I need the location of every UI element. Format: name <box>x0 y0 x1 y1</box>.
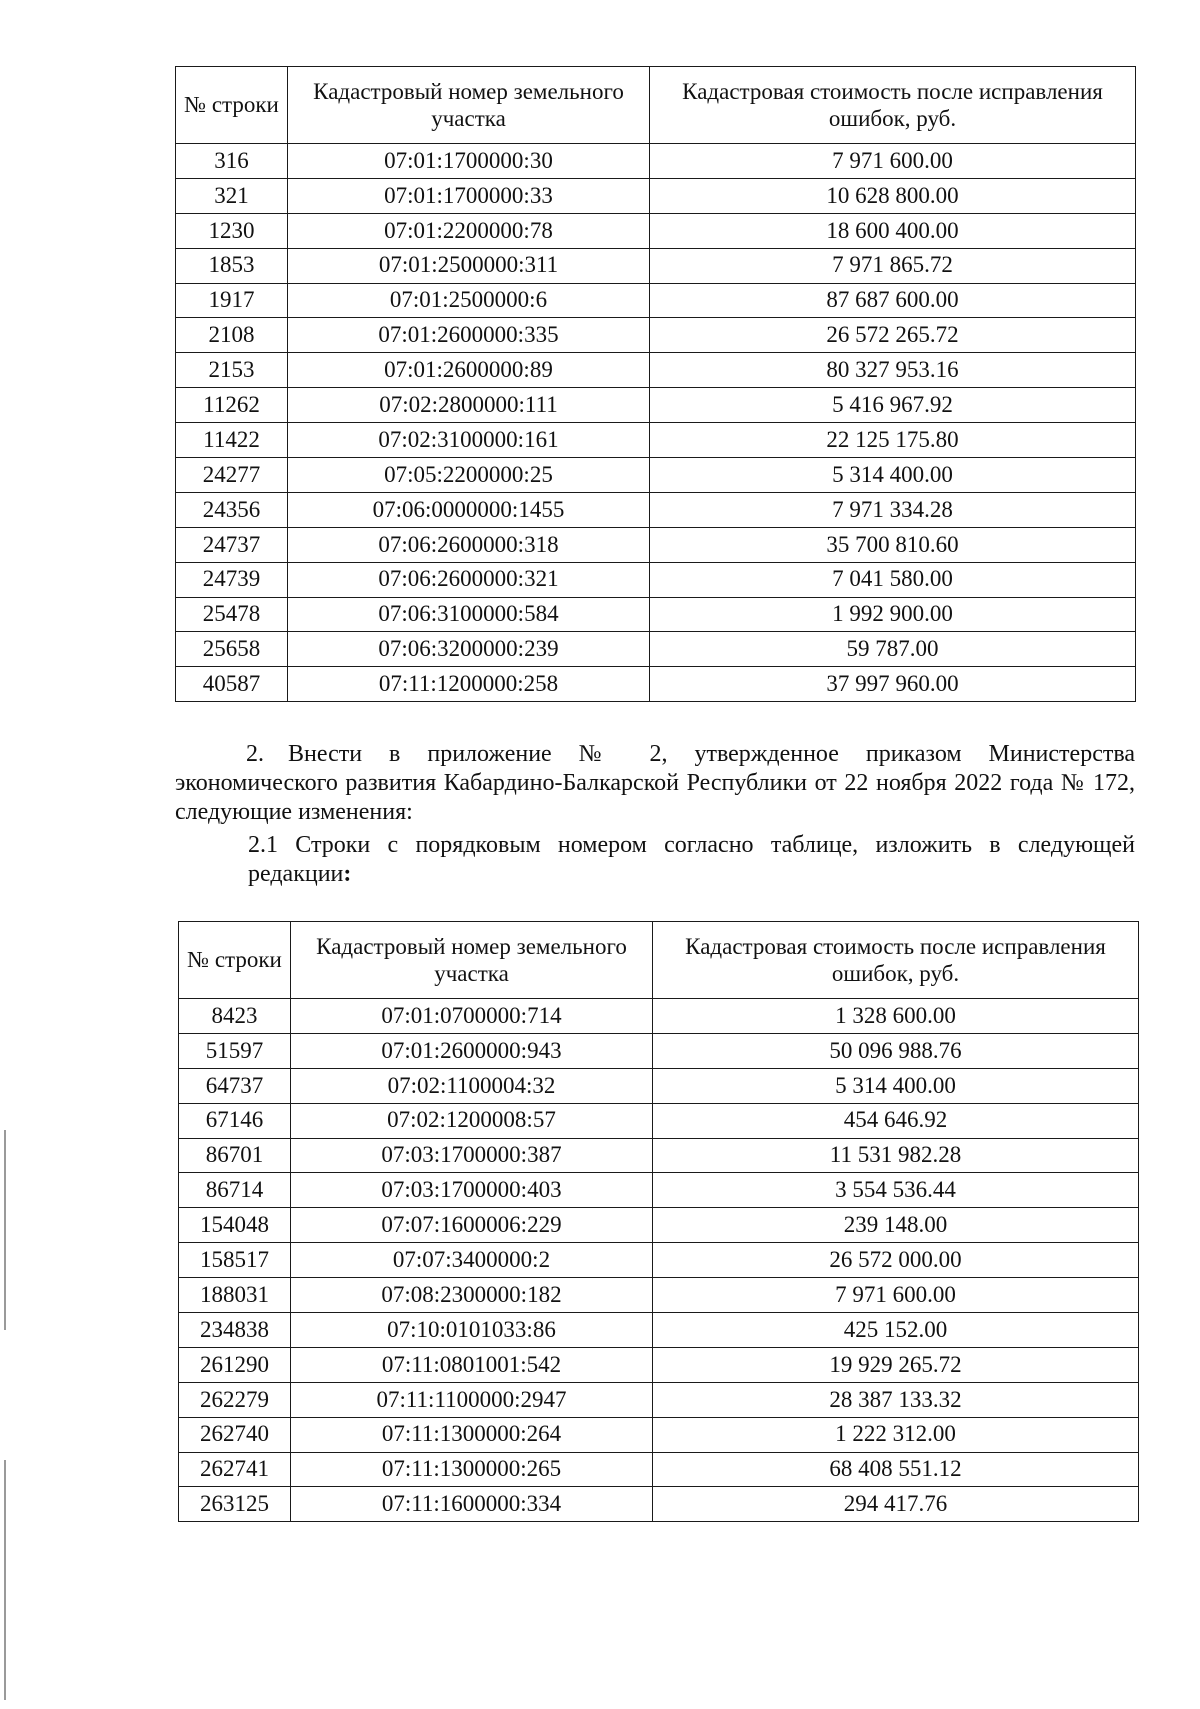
cell-row-number: 67146 <box>179 1103 291 1138</box>
table-row <box>176 248 1136 283</box>
cell-cadastral-value: 1 992 900.00 <box>650 597 1136 632</box>
cell-cadastral-value: 26 572 265.72 <box>650 318 1136 353</box>
cell-row-number: 40587 <box>176 667 288 702</box>
table-row <box>179 1033 1139 1068</box>
cell-cadastral-number: 07:06:0000000:1455 <box>288 492 650 527</box>
cell-row-number: 262741 <box>179 1452 291 1487</box>
cell-row-number: 316 <box>176 144 288 179</box>
cell-cadastral-number: 07:02:1200008:57 <box>291 1103 653 1138</box>
cell-cadastral-number: 07:06:3100000:584 <box>288 597 650 632</box>
table-row <box>179 1173 1139 1208</box>
cell-row-number: 321 <box>176 178 288 213</box>
cell-cadastral-number: 07:01:0700000:714 <box>291 999 653 1034</box>
cell-row-number: 262740 <box>179 1417 291 1452</box>
table-row <box>179 1487 1139 1522</box>
cell-cadastral-number: 07:11:1300000:264 <box>291 1417 653 1452</box>
cell-row-number: 24356 <box>176 492 288 527</box>
cell-cadastral-value: 7 971 600.00 <box>653 1278 1139 1313</box>
table-row <box>176 458 1136 493</box>
scan-edge-mark <box>4 1130 6 1330</box>
table-row <box>176 144 1136 179</box>
table-row <box>179 1278 1139 1313</box>
cell-cadastral-number: 07:01:2600000:89 <box>288 353 650 388</box>
table-row <box>176 353 1136 388</box>
table-row <box>179 1417 1139 1452</box>
cell-cadastral-value: 239 148.00 <box>653 1208 1139 1243</box>
cell-cadastral-value: 80 327 953.16 <box>650 353 1136 388</box>
cell-cadastral-number: 07:11:1600000:334 <box>291 1487 653 1522</box>
cell-row-number: 1853 <box>176 248 288 283</box>
subitem-colon: : <box>343 861 352 887</box>
cell-row-number: 11422 <box>176 423 288 458</box>
cell-cadastral-number: 07:08:2300000:182 <box>291 1278 653 1313</box>
table-header-row <box>176 67 1136 144</box>
cell-cadastral-number: 07:01:2600000:943 <box>291 1033 653 1068</box>
cell-cadastral-value: 5 416 967.92 <box>650 388 1136 423</box>
cell-cadastral-number: 07:11:1100000:2947 <box>291 1382 653 1417</box>
cell-cadastral-number: 07:10:0101033:86 <box>291 1313 653 1348</box>
cell-row-number: 24277 <box>176 458 288 493</box>
cell-cadastral-number: 07:07:3400000:2 <box>291 1243 653 1278</box>
cell-cadastral-value: 50 096 988.76 <box>653 1033 1139 1068</box>
table-row <box>179 1068 1139 1103</box>
cell-row-number: 86714 <box>179 1173 291 1208</box>
cell-cadastral-value: 5 314 400.00 <box>653 1068 1139 1103</box>
cell-cadastral-value: 3 554 536.44 <box>653 1173 1139 1208</box>
cell-cadastral-value: 28 387 133.32 <box>653 1382 1139 1417</box>
cell-row-number: 24737 <box>176 527 288 562</box>
cell-cadastral-value: 37 997 960.00 <box>650 667 1136 702</box>
cell-row-number: 154048 <box>179 1208 291 1243</box>
paragraph-number: 2. <box>246 741 264 767</box>
cell-row-number: 25658 <box>176 632 288 667</box>
paragraph-amendment <box>175 740 1135 827</box>
cell-cadastral-value: 11 531 982.28 <box>653 1138 1139 1173</box>
cell-row-number: 158517 <box>179 1243 291 1278</box>
cell-cadastral-number: 07:02:3100000:161 <box>288 423 650 458</box>
table-row <box>176 667 1136 702</box>
cell-cadastral-value: 425 152.00 <box>653 1313 1139 1348</box>
cell-row-number: 234838 <box>179 1313 291 1348</box>
cell-cadastral-number: 07:11:1300000:265 <box>291 1452 653 1487</box>
table-row <box>176 597 1136 632</box>
paragraph-subitem <box>248 831 1135 889</box>
cell-cadastral-value: 7 971 600.00 <box>650 144 1136 179</box>
cell-cadastral-number: 07:05:2200000:25 <box>288 458 650 493</box>
table-row <box>176 213 1136 248</box>
cell-cadastral-number: 07:07:1600006:229 <box>291 1208 653 1243</box>
cell-row-number: 1230 <box>176 213 288 248</box>
cadastral-table-1 <box>175 66 1136 702</box>
table-row <box>176 632 1136 667</box>
cell-cadastral-value: 87 687 600.00 <box>650 283 1136 318</box>
cell-row-number: 2153 <box>176 353 288 388</box>
cell-cadastral-value: 1 328 600.00 <box>653 999 1139 1034</box>
cell-row-number: 261290 <box>179 1347 291 1382</box>
subitem-text: 2.1 Строки с порядковым номером согласно таблице, изложить в следующей редакции <box>248 832 1135 887</box>
cell-cadastral-value: 10 628 800.00 <box>650 178 1136 213</box>
header-row-number: № строки <box>176 67 288 144</box>
cell-cadastral-value: 1 222 312.00 <box>653 1417 1139 1452</box>
cell-cadastral-value: 22 125 175.80 <box>650 423 1136 458</box>
cell-cadastral-value: 19 929 265.72 <box>653 1347 1139 1382</box>
table-row <box>179 1208 1139 1243</box>
scan-edge-mark <box>4 1460 6 1700</box>
table-row <box>179 1243 1139 1278</box>
table-row <box>179 1382 1139 1417</box>
paragraph-text: Внести в приложение № 2, утвержденное приказом Министерства экономического развития Кабардино-Балкарской Республики от 22 ноября 2022 года № 172, следующие изменения: <box>175 741 1135 825</box>
cell-row-number: 25478 <box>176 597 288 632</box>
cell-cadastral-number: 07:06:2600000:321 <box>288 562 650 597</box>
table-row <box>176 388 1136 423</box>
table-row <box>179 1347 1139 1382</box>
cadastral-table-2 <box>178 921 1139 1522</box>
cell-cadastral-value: 68 408 551.12 <box>653 1452 1139 1487</box>
table-row <box>176 562 1136 597</box>
table-row <box>179 1103 1139 1138</box>
table-row <box>179 1313 1139 1348</box>
table-row <box>179 999 1139 1034</box>
cell-cadastral-value: 5 314 400.00 <box>650 458 1136 493</box>
cell-row-number: 262279 <box>179 1382 291 1417</box>
header-cadastral-number: Кадастровый номер земельного участка <box>291 922 653 999</box>
table-row <box>179 1452 1139 1487</box>
cell-row-number: 1917 <box>176 283 288 318</box>
cell-cadastral-number: 07:02:2800000:111 <box>288 388 650 423</box>
cell-cadastral-value: 7 971 334.28 <box>650 492 1136 527</box>
cell-cadastral-number: 07:02:1100004:32 <box>291 1068 653 1103</box>
cell-cadastral-number: 07:01:2500000:6 <box>288 283 650 318</box>
table-row <box>176 318 1136 353</box>
cell-row-number: 2108 <box>176 318 288 353</box>
cell-cadastral-number: 07:06:3200000:239 <box>288 632 650 667</box>
cell-cadastral-number: 07:03:1700000:387 <box>291 1138 653 1173</box>
table-header-row <box>179 922 1139 999</box>
cell-row-number: 263125 <box>179 1487 291 1522</box>
cell-cadastral-number: 07:01:1700000:30 <box>288 144 650 179</box>
cell-cadastral-value: 454 646.92 <box>653 1103 1139 1138</box>
cell-cadastral-value: 294 417.76 <box>653 1487 1139 1522</box>
cell-row-number: 8423 <box>179 999 291 1034</box>
cell-row-number: 188031 <box>179 1278 291 1313</box>
cell-row-number: 51597 <box>179 1033 291 1068</box>
table-row <box>176 283 1136 318</box>
header-row-number: № строки <box>179 922 291 999</box>
header-cadastral-value: Кадастровая стоимость после исправления ошибок, руб. <box>653 922 1139 999</box>
cell-cadastral-value: 59 787.00 <box>650 632 1136 667</box>
cell-cadastral-number: 07:11:0801001:542 <box>291 1347 653 1382</box>
table-row <box>176 527 1136 562</box>
cell-cadastral-number: 07:01:2500000:311 <box>288 248 650 283</box>
cell-cadastral-number: 07:01:1700000:33 <box>288 178 650 213</box>
table-row <box>176 178 1136 213</box>
cell-cadastral-value: 35 700 810.60 <box>650 527 1136 562</box>
cell-row-number: 64737 <box>179 1068 291 1103</box>
cell-cadastral-value: 7 971 865.72 <box>650 248 1136 283</box>
cell-cadastral-value: 18 600 400.00 <box>650 213 1136 248</box>
cell-row-number: 86701 <box>179 1138 291 1173</box>
cell-row-number: 11262 <box>176 388 288 423</box>
cell-cadastral-number: 07:06:2600000:318 <box>288 527 650 562</box>
cell-cadastral-number: 07:03:1700000:403 <box>291 1173 653 1208</box>
table-row <box>176 492 1136 527</box>
header-cadastral-value: Кадастровая стоимость после исправления ошибок, руб. <box>650 67 1136 144</box>
header-cadastral-number: Кадастровый номер земельного участка <box>288 67 650 144</box>
table-row <box>176 423 1136 458</box>
cell-cadastral-number: 07:11:1200000:258 <box>288 667 650 702</box>
table-row <box>179 1138 1139 1173</box>
cell-cadastral-value: 26 572 000.00 <box>653 1243 1139 1278</box>
cell-cadastral-number: 07:01:2200000:78 <box>288 213 650 248</box>
cell-cadastral-number: 07:01:2600000:335 <box>288 318 650 353</box>
cell-row-number: 24739 <box>176 562 288 597</box>
cell-cadastral-value: 7 041 580.00 <box>650 562 1136 597</box>
